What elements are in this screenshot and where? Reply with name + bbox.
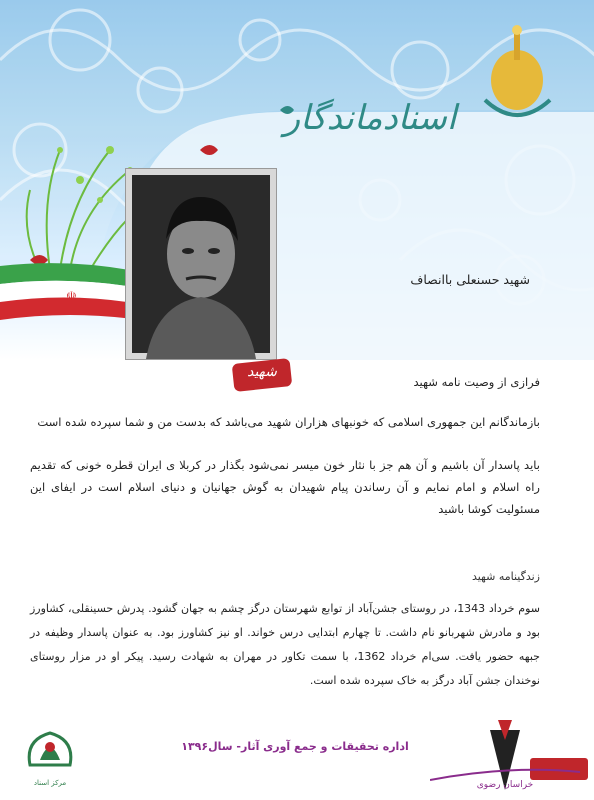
- biography-text: سوم خرداد 1343، در روستای جشن‌آباد از توابع شهرستان درگز چشم به جهان گشود. پدرش حسینقلی، کشاورز بود و مادرش شهربانو نام داشت. تا چهارم ابتدایی درس خواند. او نیز کشاورز بود. به عنوان پاسدار وظیفه در جبهه حضور یافت. سی‌ام خرداد 1362، با سمت تکاور در مهران به شهادت رسید. پیکر او در مزار روستای نوخندان جشن آباد درگز به خاک سپرده شده است.: [30, 602, 540, 687]
- iran-flag: [0, 262, 140, 324]
- page-title: [270, 98, 470, 158]
- will-paragraph-2: باید پاسدار آن باشیم و آن هم جز با نثار خون میسر نمی‌شود بگذار در کربلا ی ایران قطره خونی که تقدیم راه اسلام و امام نمایم و آن رساندن پیام شهیدان به گوش جهانیان و دنیای اسلام است در ایفای این مسئولیت کوشا باشید: [30, 458, 540, 516]
- shrine-dome-logo: [480, 20, 555, 120]
- martyr-name: شهید حسنعلی باانصاف: [410, 272, 530, 287]
- biography-heading: زندگینامه شهید: [471, 570, 540, 583]
- martyr-photo: [125, 168, 277, 360]
- document-center-logo: [20, 725, 80, 790]
- foundation-logo: [430, 710, 590, 800]
- will-heading: فرازی از وصیت نامه شهید: [413, 375, 540, 389]
- right-logo-caption: خراسان رضوی: [476, 780, 534, 790]
- title-text: اسنادماندگار: [283, 98, 457, 138]
- left-logo-caption: مرکز اسناد: [33, 779, 67, 787]
- footer-credit: اداره تحقیقات و جمع آوری آثار- سال۱۳۹۶: [181, 740, 409, 753]
- svg-text:☫: ☫: [66, 289, 77, 303]
- stamp-text: شهید: [247, 364, 277, 380]
- will-paragraph-1: بازماندگانم این جمهوری اسلامی که خونبهای هزاران شهید می‌باشد که بدست من و شما سپرده شده است: [37, 415, 540, 429]
